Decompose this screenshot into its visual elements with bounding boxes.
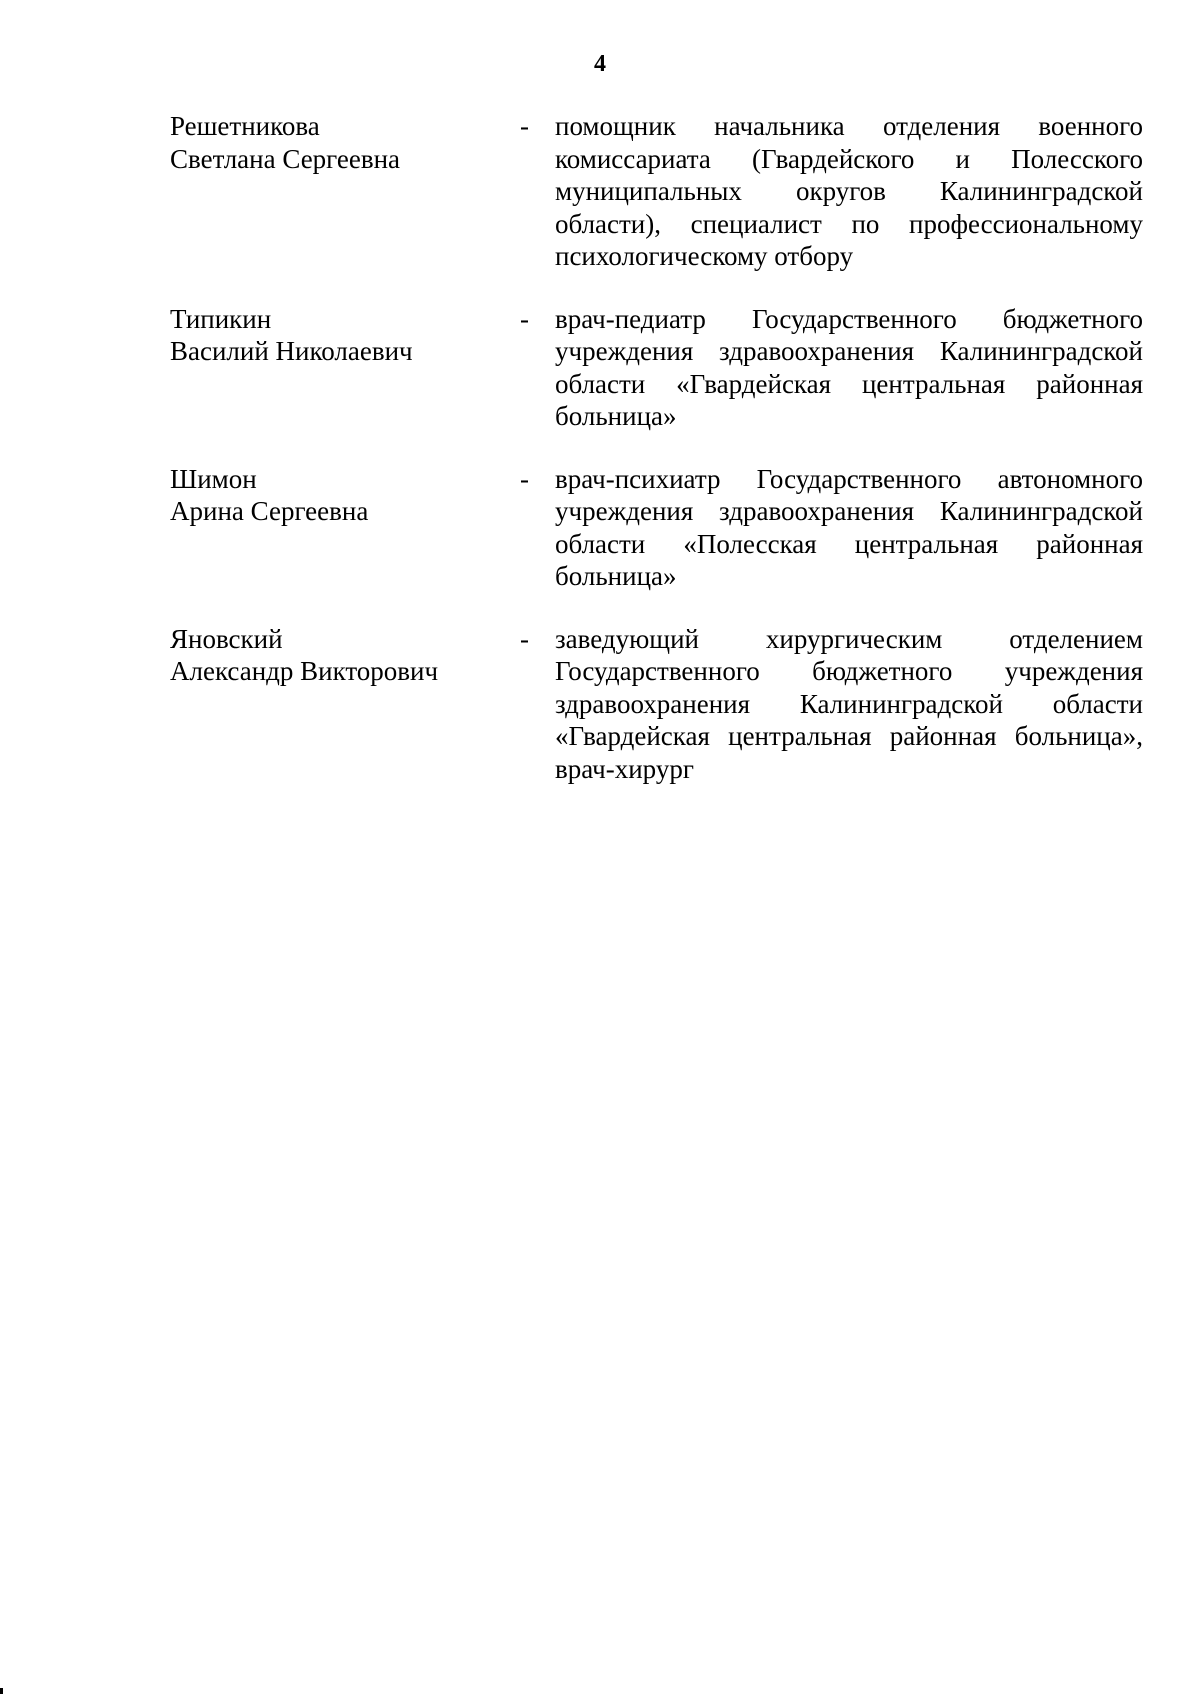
- member-given-names: Александр Викторович: [170, 656, 439, 686]
- member-entry: [170, 463, 1143, 593]
- member-given-names: Светлана Сергеевна: [170, 143, 401, 174]
- member-name: [170, 303, 520, 368]
- dash-separator: -: [520, 623, 529, 654]
- member-surname: Яновский: [170, 623, 283, 654]
- member-surname: Шимон: [170, 463, 257, 494]
- member-list: [170, 110, 1143, 815]
- member-position: заведующий хирургическим отделением Государственного бюджетного учреждения здравоохранения Калининградской области «Гвардейская центральная районная больница», врач-хирург: [555, 623, 1143, 784]
- dash-separator: -: [520, 303, 529, 334]
- member-position: врач-педиатр Государственного бюджетного учреждения здравоохранения Калининградской области «Гвардейская центральная районная больница»: [555, 303, 1143, 431]
- member-position: помощник начальника отделения военного комиссариата (Гвардейского и Полесского муниципальных округов Калининградской области), специалист по профессиональному психологическому отбору: [555, 111, 1143, 271]
- member-entry: [170, 110, 1143, 273]
- member-entry: [170, 303, 1143, 433]
- member-given-names: Арина Сергеевна: [170, 496, 369, 526]
- member-entry: [170, 623, 1143, 786]
- dash-separator: -: [520, 111, 529, 141]
- dash-separator: -: [520, 463, 529, 494]
- scan-mark: [0, 1688, 3, 1694]
- member-position: врач-психиатр Государственного автономного учреждения здравоохранения Калининградской области «Полесская центральная районная больница»: [555, 463, 1143, 591]
- member-given-names: Василий Николаевич: [170, 336, 413, 366]
- member-name: [170, 463, 520, 528]
- member-name: [170, 110, 520, 175]
- member-surname: Решетникова: [170, 111, 320, 141]
- page-number: 4: [594, 51, 606, 77]
- member-surname: Типикин: [170, 303, 272, 334]
- member-name: [170, 623, 520, 688]
